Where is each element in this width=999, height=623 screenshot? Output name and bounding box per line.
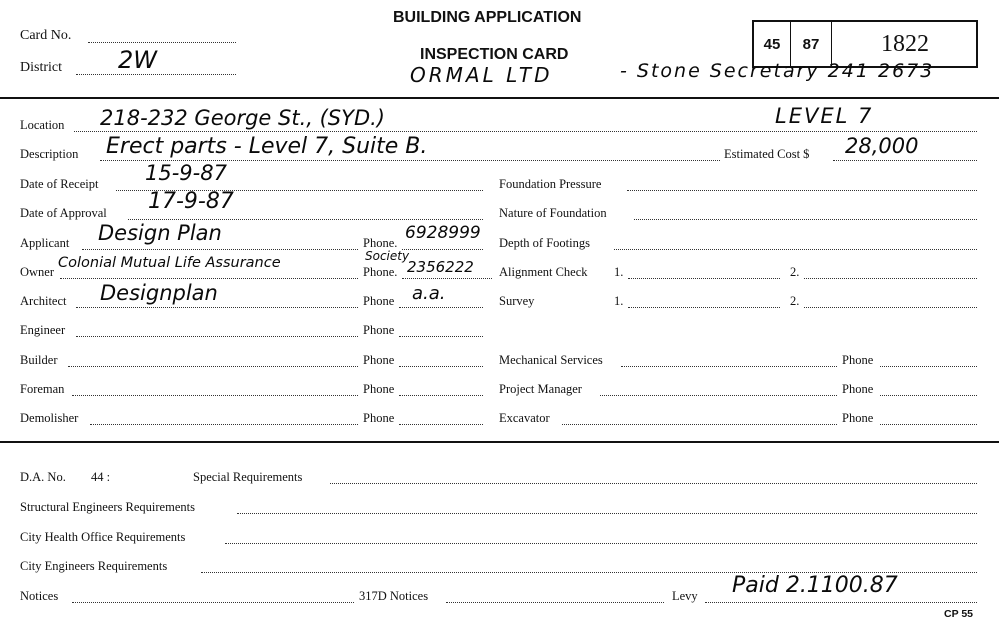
foreman-phone-label: Phone bbox=[363, 382, 395, 396]
section-divider bbox=[0, 441, 999, 443]
owner-phone-label: Phone. bbox=[363, 265, 398, 279]
mechanical-services-label: Mechanical Services bbox=[499, 353, 603, 367]
applicant-label: Applicant bbox=[20, 236, 70, 250]
city-health-label: City Health Office Requirements bbox=[20, 530, 186, 544]
form-code: CP 55 bbox=[944, 608, 973, 620]
alignment-1-label: 1. bbox=[614, 265, 624, 279]
card-no-line bbox=[88, 42, 236, 43]
demolisher-phone-label: Phone bbox=[363, 411, 395, 425]
owner-label: Owner bbox=[20, 265, 55, 279]
applicant-phone-label: Phone. bbox=[363, 236, 398, 250]
company-handwriting: ORMAL LTD bbox=[410, 63, 553, 87]
architect-phone-value: a.a. bbox=[412, 283, 446, 304]
applicant-phone-line bbox=[402, 249, 483, 250]
project-manager-line bbox=[600, 395, 837, 396]
alignment-2-label: 2. bbox=[790, 265, 800, 279]
engineer-line bbox=[76, 336, 358, 337]
date-receipt-label: Date of Receipt bbox=[20, 177, 99, 191]
special-requirements-label: Special Requirements bbox=[193, 470, 303, 484]
depth-footings-label: Depth of Footings bbox=[499, 236, 590, 250]
form-title: BUILDING APPLICATION bbox=[393, 9, 582, 26]
architect-phone-label: Phone bbox=[363, 294, 395, 308]
form-subtitle: INSPECTION CARD bbox=[420, 46, 569, 63]
card-no-label: Card No. bbox=[20, 28, 72, 43]
project-manager-phone-label: Phone bbox=[842, 382, 874, 396]
mechanical-phone-label: Phone bbox=[842, 353, 874, 367]
alignment-2-line bbox=[804, 278, 977, 279]
description-label: Description bbox=[20, 147, 79, 161]
district-line bbox=[76, 74, 236, 75]
project-manager-label: Project Manager bbox=[499, 382, 582, 396]
builder-line bbox=[68, 366, 358, 367]
notices-label: Notices bbox=[20, 589, 59, 603]
date-approval-value: 17-9-87 bbox=[148, 189, 234, 214]
city-engineers-label: City Engineers Requirements bbox=[20, 559, 168, 573]
foreman-phone-line bbox=[399, 395, 483, 396]
nature-foundation-line bbox=[634, 219, 977, 220]
foundation-pressure-line bbox=[627, 190, 977, 191]
alignment-1-line bbox=[628, 278, 780, 279]
builder-phone-line bbox=[399, 366, 483, 367]
architect-label: Architect bbox=[20, 294, 67, 308]
location-value: 218-232 George St., (SYD.) bbox=[100, 106, 385, 130]
contact-handwriting: - Stone Secretary 241 2673 bbox=[620, 60, 935, 82]
estimated-cost-line bbox=[833, 160, 977, 161]
survey-1-line bbox=[628, 307, 780, 308]
demolisher-label: Demolisher bbox=[20, 411, 79, 425]
structural-requirements-label: Structural Engineers Requirements bbox=[20, 500, 195, 514]
estimated-cost-label: Estimated Cost $ bbox=[724, 147, 810, 161]
survey-1-label: 1. bbox=[614, 294, 624, 308]
alignment-check-label: Alignment Check bbox=[499, 265, 588, 279]
architect-value: Designplan bbox=[100, 281, 218, 305]
builder-label: Builder bbox=[20, 353, 58, 367]
survey-2-line bbox=[804, 307, 977, 308]
notices-317d-label: 317D Notices bbox=[359, 589, 429, 603]
owner-society: Society bbox=[365, 249, 410, 263]
levy-label: Levy bbox=[672, 589, 698, 603]
foreman-line bbox=[72, 395, 358, 396]
demolisher-phone-line bbox=[399, 424, 483, 425]
owner-phone-line bbox=[402, 278, 492, 279]
applicant-line bbox=[82, 249, 358, 250]
applicant-value: Design Plan bbox=[98, 221, 222, 245]
location-line bbox=[74, 131, 977, 132]
applicant-phone-value: 6928999 bbox=[405, 223, 481, 243]
special-requirements-line bbox=[330, 483, 977, 484]
levy-line bbox=[705, 602, 977, 603]
description-value: Erect parts - Level 7, Suite B. bbox=[106, 134, 428, 159]
depth-footings-line bbox=[614, 249, 977, 250]
date-approval-label: Date of Approval bbox=[20, 206, 107, 220]
notices-317d-line bbox=[446, 602, 664, 603]
engineer-phone-line bbox=[399, 336, 483, 337]
foreman-label: Foreman bbox=[20, 382, 65, 396]
date-receipt-value: 15-9-87 bbox=[145, 161, 227, 185]
city-health-line bbox=[225, 543, 977, 544]
card-number: 1822 bbox=[881, 30, 929, 57]
location-level: LEVEL 7 bbox=[775, 104, 874, 128]
mechanical-services-line bbox=[621, 366, 837, 367]
engineer-phone-label: Phone bbox=[363, 323, 395, 337]
nature-foundation-label: Nature of Foundation bbox=[499, 206, 607, 220]
notices-line bbox=[72, 602, 354, 603]
survey-label: Survey bbox=[499, 294, 535, 308]
district-label: District bbox=[20, 60, 62, 75]
da-no-label: D.A. No. bbox=[20, 470, 66, 484]
excavator-phone-label: Phone bbox=[842, 411, 874, 425]
estimated-cost-value: 28,000 bbox=[845, 134, 919, 158]
foundation-pressure-label: Foundation Pressure bbox=[499, 177, 602, 191]
architect-line bbox=[76, 307, 358, 308]
excavator-label: Excavator bbox=[499, 411, 550, 425]
structural-requirements-line bbox=[237, 513, 977, 514]
architect-phone-line bbox=[399, 307, 483, 308]
owner-phone-value: 2356222 bbox=[407, 258, 474, 276]
number-cell-1: 45 bbox=[754, 22, 791, 66]
engineer-label: Engineer bbox=[20, 323, 66, 337]
survey-2-label: 2. bbox=[790, 294, 800, 308]
date-approval-line bbox=[128, 219, 483, 220]
district-value: 2W bbox=[118, 46, 157, 74]
location-label: Location bbox=[20, 118, 65, 132]
project-manager-phone-line bbox=[880, 395, 977, 396]
owner-value: Colonial Mutual Life Assurance bbox=[58, 255, 281, 271]
excavator-line bbox=[562, 424, 837, 425]
demolisher-line bbox=[90, 424, 358, 425]
mechanical-phone-line bbox=[880, 366, 977, 367]
da-no-value: 44 : bbox=[91, 470, 111, 484]
number-cell-2: 87 bbox=[791, 22, 832, 66]
levy-value: Paid 2.1100.87 bbox=[732, 573, 898, 598]
header-divider bbox=[0, 97, 999, 99]
owner-line bbox=[60, 278, 358, 279]
excavator-phone-line bbox=[880, 424, 977, 425]
builder-phone-label: Phone bbox=[363, 353, 395, 367]
